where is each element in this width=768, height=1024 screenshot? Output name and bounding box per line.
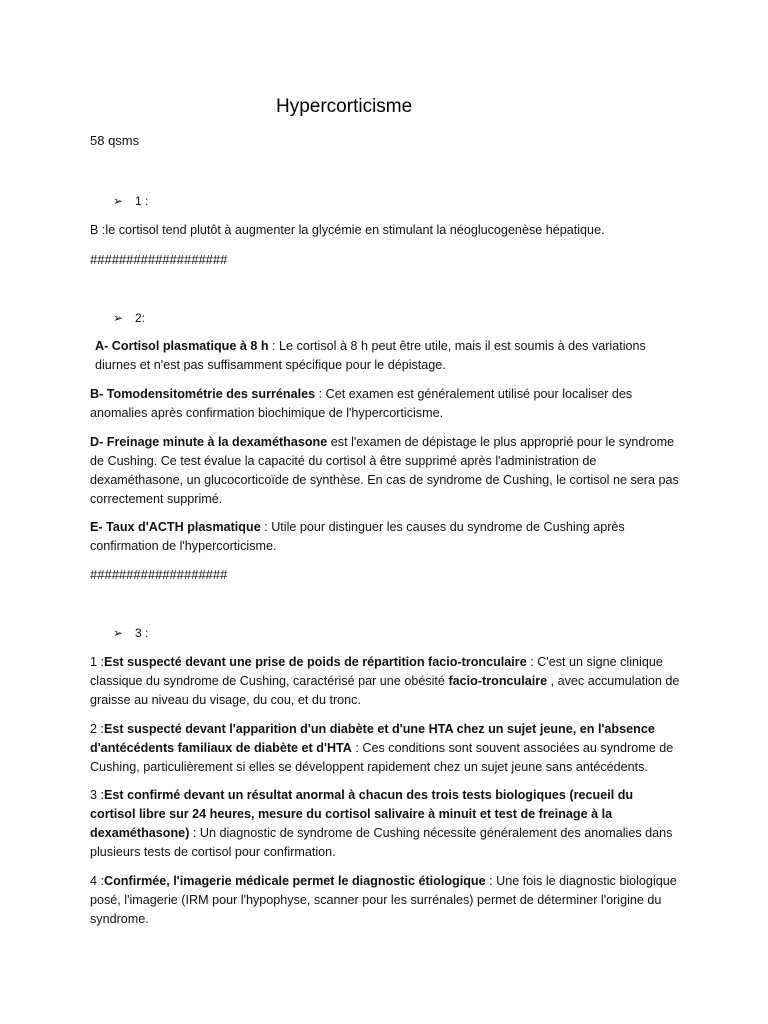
section-3-answer-2 <box>90 720 680 777</box>
answer-number: 3 : <box>90 788 105 802</box>
answer-text: B :le cortisol tend plutôt à augmenter la glycémie en stimulant la néoglucogenèse hépatique. <box>90 223 605 237</box>
section-3-answer-3 <box>90 786 680 862</box>
arrow-bullet-icon: ➢ <box>113 194 124 208</box>
answer-text: : C'est un signe clinique classique du syndrome de Cushing, caractérisé par une obésité <box>90 655 663 688</box>
answer-text: : Utile pour distinguer les causes du syndrome de Cushing après confirmation de l'hypercorticisme. <box>90 520 625 553</box>
arrow-bullet-icon: ➢ <box>113 626 124 640</box>
section-3-answer-4 <box>90 872 680 929</box>
answer-heading: Est confirmé devant un résultat anormal à chacun des trois tests biologiques (recueil du cortisol libre sur 24 heures, mesure du cortisol salivaire à minuit et test de freinage à la dexaméthasone) <box>90 788 634 840</box>
section-2-heading <box>113 310 145 326</box>
section-2-answer-a <box>95 337 680 375</box>
answer-number: 2 : <box>90 722 105 736</box>
answer-heading: B- Tomodensitométrie des surrénales <box>90 387 316 401</box>
answer-text: : Une fois le diagnostic biologique posé, l'imagerie (IRM pour l'hypophyse, scanner pour les surrénales) permet de déterminer l'origine du syndrome. <box>90 874 677 926</box>
section-1-answer <box>90 221 680 240</box>
answer-text: est l'examen de dépistage le plus approprié pour le syndrome de Cushing. Ce test évalue la capacité du cortisol à être supprimé après l'administration de dexaméthasone, un glucocorticoïde de synthèse. En cas de syndrome de Cushing, le cortisol ne sera pas correctement supprimé. <box>90 435 679 506</box>
section-label: 2: <box>135 311 146 325</box>
section-2-answer-e <box>90 518 680 556</box>
document-subtitle: 58 qsms <box>90 133 140 148</box>
document-title: Hypercorticisme <box>276 96 413 117</box>
answer-heading: A- Cortisol plasmatique à 8 h <box>95 339 269 353</box>
section-3-heading <box>113 625 148 641</box>
answer-number: 4 : <box>90 874 105 888</box>
answer-emphasis: facio-tronculaire <box>448 674 548 688</box>
separator: ################### <box>90 252 228 267</box>
section-label: 3 : <box>135 626 149 640</box>
answer-number: 1 : <box>90 655 105 669</box>
answer-heading: Confirmée, l'imagerie médicale permet le diagnostic étiologique <box>104 874 486 888</box>
answer-heading: E- Taux d'ACTH plasmatique <box>90 520 261 534</box>
section-2-answer-b <box>90 385 680 423</box>
section-3-answer-1 <box>90 653 680 710</box>
answer-text: : Le cortisol à 8 h peut être utile, mais il est soumis à des variations diurnes et n'est pas suffisamment spécifique pour le dépistage. <box>95 339 646 372</box>
answer-text-continued: , avec accumulation de graisse au niveau du visage, du cou, et du tronc. <box>90 674 680 707</box>
answer-text: : Un diagnostic de syndrome de Cushing nécessite généralement des anomalies dans plusieurs tests de cortisol pour confirmation. <box>90 826 673 859</box>
arrow-bullet-icon: ➢ <box>113 311 124 325</box>
separator: ################### <box>90 567 228 582</box>
answer-heading: Est suspecté devant une prise de poids de répartition facio-tronculaire <box>104 655 527 669</box>
section-2-answer-d <box>90 433 680 509</box>
answer-heading: D- Freinage minute à la dexaméthasone <box>90 435 328 449</box>
answer-heading: Est suspecté devant l'apparition d'un diabète et d'une HTA chez un sujet jeune, en l'absence d'antécédents familiaux de diabète et d'HTA <box>90 722 655 755</box>
answer-text: : Ces conditions sont souvent associées au syndrome de Cushing, particulièrement si elles se développent rapidement chez un sujet jeune sans antécédents. <box>90 741 674 774</box>
section-1-heading <box>113 193 148 209</box>
answer-text: : Cet examen est généralement utilisé pour localiser des anomalies après confirmation biochimique de l'hypercorticisme. <box>90 387 633 420</box>
section-label: 1 : <box>135 194 149 208</box>
